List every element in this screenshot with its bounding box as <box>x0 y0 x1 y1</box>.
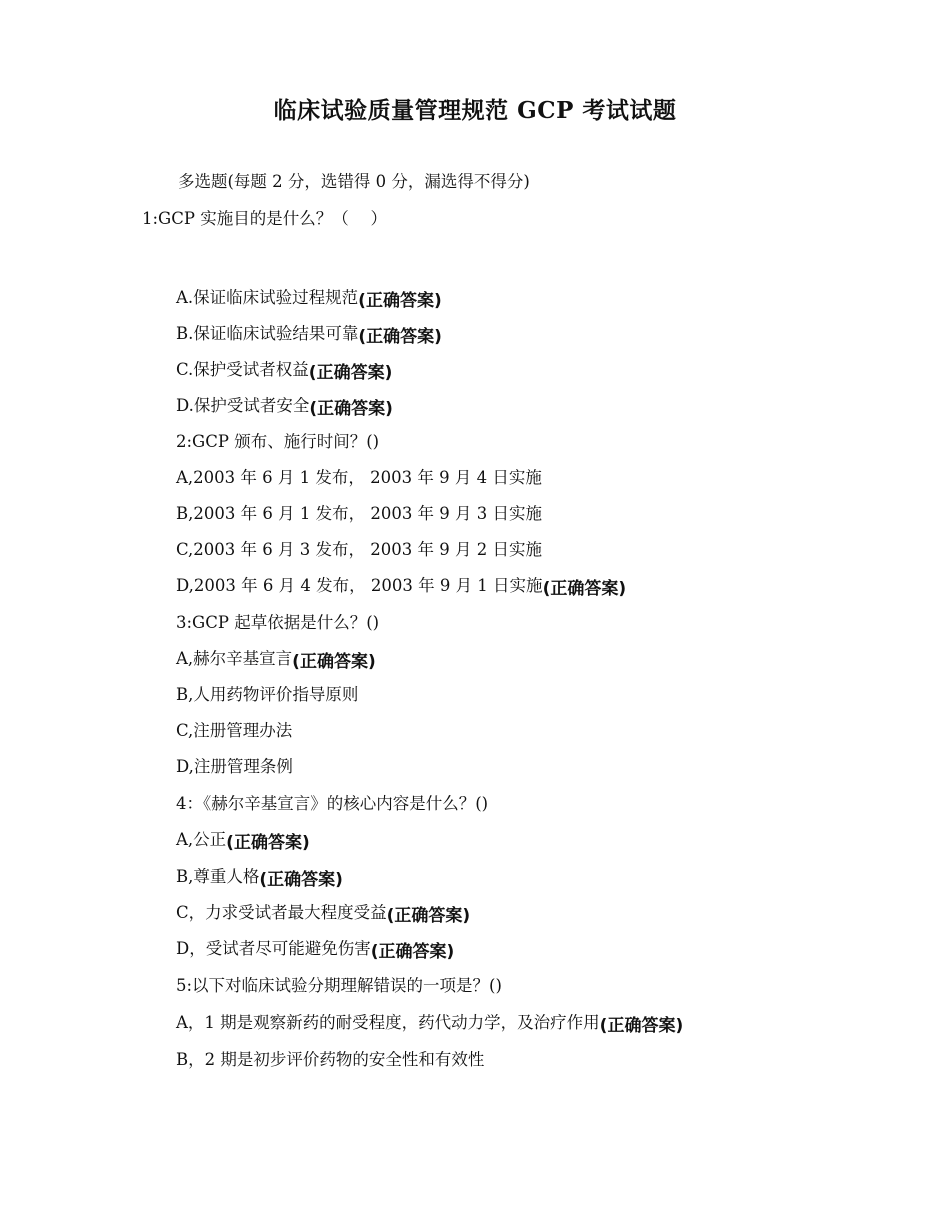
option-line <box>176 866 343 888</box>
question-1 <box>142 208 387 230</box>
option-text: D,注册管理条例 <box>176 757 293 776</box>
option-line <box>176 395 393 417</box>
question-text: 5:以下对临床试验分期理解错误的一项是？() <box>176 976 502 995</box>
option-text: A.保证临床试验过程规范 <box>176 288 359 307</box>
option-text: D.保护受试者安全 <box>176 396 310 415</box>
option-line <box>176 575 626 597</box>
option-text: B,2003 年 6 月 1 发布， 2003 年 9 月 3 日实施 <box>176 504 543 523</box>
option-text: C,2003 年 6 月 3 发布， 2003 年 9 月 2 日实施 <box>176 540 542 559</box>
correct-answer-marker: (正确答案) <box>599 1016 684 1036</box>
option-line <box>176 756 293 778</box>
question-5 <box>176 975 502 997</box>
option-line <box>176 359 392 381</box>
option-text: A,赫尔辛基宣言 <box>176 649 293 668</box>
question-4 <box>176 793 488 815</box>
question-2 <box>176 431 379 453</box>
option-line <box>176 829 310 851</box>
option-line <box>176 720 292 742</box>
correct-answer-marker: (正确答案) <box>292 652 376 672</box>
question-text: 3:GCP 起草依据是什么？() <box>176 613 380 632</box>
option-text: B，2 期是初步评价药物的安全性和有效性 <box>176 1050 485 1069</box>
option-line <box>176 902 470 924</box>
option-text: C.保护受试者权益 <box>176 360 309 379</box>
correct-answer-marker: (正确答案) <box>308 363 393 383</box>
option-line <box>176 539 542 561</box>
question-text: 2:GCP 颁布、施行时间？() <box>176 432 380 451</box>
option-line <box>176 287 442 309</box>
correct-answer-marker: (正确答案) <box>358 291 442 311</box>
correct-answer-marker: (正确答案) <box>386 906 471 926</box>
instructions: 多选题(每题 2 分，选错得 0 分，漏选得不得分) <box>178 172 530 191</box>
correct-answer-marker: (正确答案) <box>226 833 310 853</box>
option-line <box>176 1049 484 1071</box>
option-text: A，1 期是观察新药的耐受程度，药代动力学，及治疗作用 <box>176 1013 600 1032</box>
option-text: C，力求受试者最大程度受益 <box>176 903 387 922</box>
option-text: B.保证临床试验结果可靠 <box>176 324 359 343</box>
document-title: 临床试验质量管理规范 GCP 考试试题 <box>273 97 677 124</box>
correct-answer-marker: (正确答案) <box>259 870 343 890</box>
option-line <box>176 1012 683 1034</box>
option-text: C,注册管理办法 <box>176 721 293 740</box>
correct-answer-marker: (正确答案) <box>309 399 393 419</box>
option-text: A,公正 <box>176 830 227 849</box>
option-text: D，受试者尽可能避免伤害 <box>176 939 371 958</box>
correct-answer-marker: (正确答案) <box>358 327 442 347</box>
option-line <box>176 684 358 706</box>
option-text: A,2003 年 6 月 1 发布， 2003 年 9 月 4 日实施 <box>176 468 542 487</box>
option-line <box>176 938 454 960</box>
question-text: 1:GCP 实施目的是什么？（ ） <box>142 209 387 228</box>
question-text: 4：《赫尔辛基宣言》的核心内容是什么？() <box>176 794 489 813</box>
option-line <box>176 323 442 345</box>
option-text: D,2003 年 6 月 4 发布， 2003 年 9 月 1 日实施 <box>176 576 543 595</box>
option-text: B,尊重人格 <box>176 867 260 886</box>
option-line <box>176 648 376 670</box>
correct-answer-marker: (正确答案) <box>370 942 455 962</box>
option-line <box>176 467 542 489</box>
correct-answer-marker: (正确答案) <box>542 579 627 599</box>
option-text: B,人用药物评价指导原则 <box>176 685 359 704</box>
option-line <box>176 503 542 525</box>
question-3 <box>176 612 379 634</box>
